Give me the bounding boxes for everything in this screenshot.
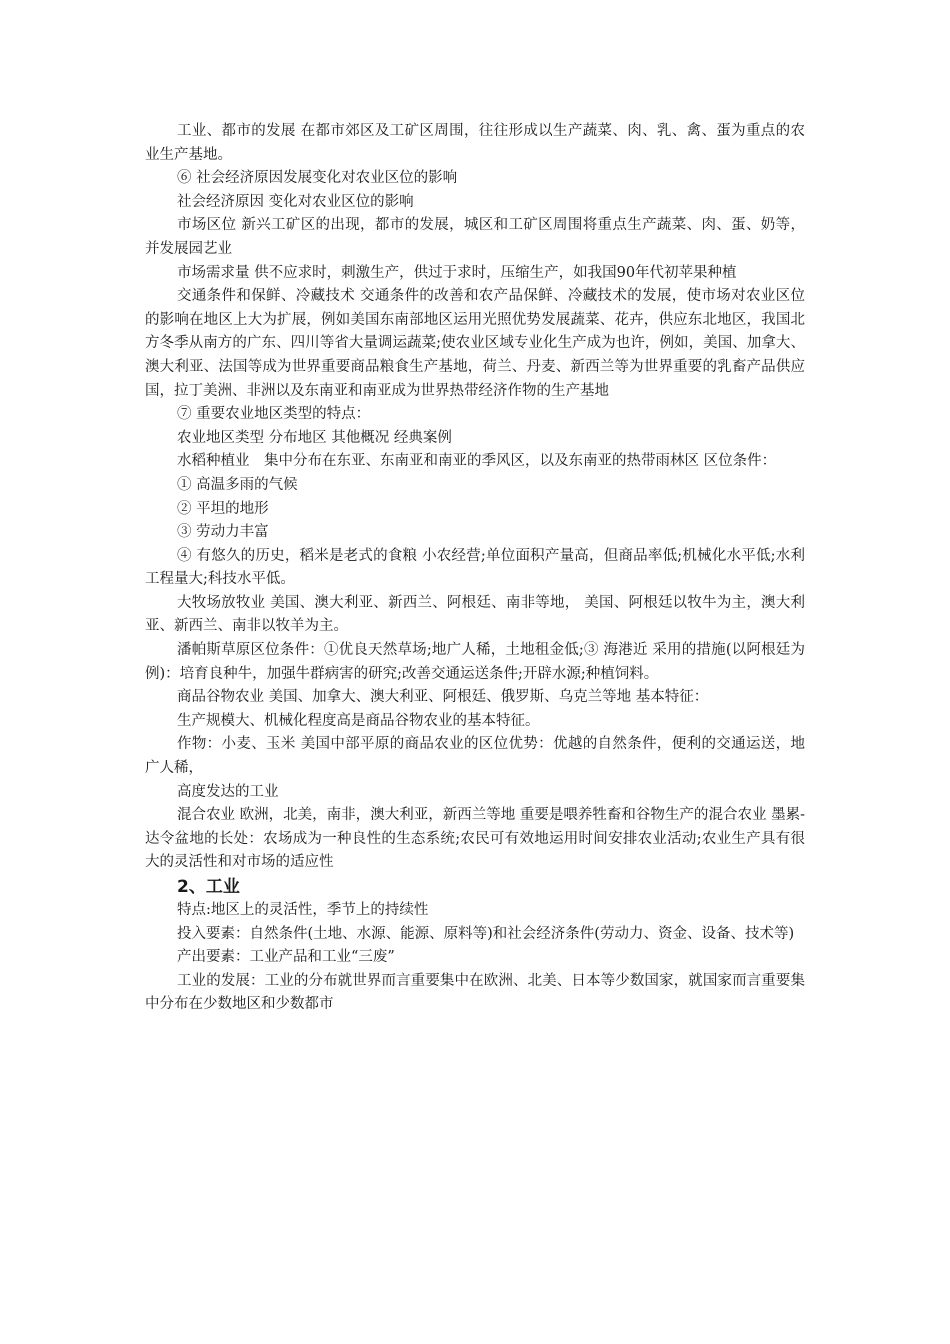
paragraph-commercial-grain: 商品谷物农业 美国、加拿大、澳大利亚、阿根廷、俄罗斯、乌克兰等地 基本特征： bbox=[177, 689, 709, 706]
paragraph-ranching: 大牧场放牧业 美国、澳大利亚、新西兰、阿根廷、南非等地， 美国、阿根廷以牧牛为主，澳大利亚、新西兰、南非以牧羊为主。 bbox=[145, 594, 805, 635]
paragraph-industry-features: 特点:地区上的灵活性，季节上的持续性 bbox=[177, 902, 429, 918]
paragraph-developed-industry: 高度发达的工业 bbox=[177, 783, 279, 800]
paragraph-agri-region-types-title: ⑦ 重要农业地区类型的特点： bbox=[177, 406, 371, 423]
list-item-climate: ① 高温多雨的气候 bbox=[177, 476, 298, 493]
paragraph-rice-farming: 水稻种植业 集中分布在东亚、东南亚和南亚的季风区，以及东南亚的热带雨林区 区位条件： bbox=[177, 453, 777, 470]
document-page bbox=[145, 120, 805, 1017]
section-heading-industry: 2、工业 bbox=[177, 877, 240, 897]
list-item-terrain: ② 平坦的地形 bbox=[177, 500, 269, 517]
paragraph-pampas: 潘帕斯草原区位条件：①优良天然草场;地广人稀，土地租金低;③ 海港近 采用的措施(以阿根廷为例)：培育良种牛，加强牛群病害的研究;改善交通运送条件;开辟水源;种植饲料。 bbox=[145, 642, 805, 682]
paragraph-market-demand: 市场需求量 供不应求时，刺激生产，供过于求时，压缩生产，如我国90年代初苹果种植 bbox=[177, 264, 737, 281]
paragraph-mixed-farming: 混合农业 欧洲，北美，南非，澳大利亚，新西兰等地 重要是喂养牲畜和谷物生产的混合农业 墨累-达令盆地的长处：农场成为一种良性的生态系统;农民可有效地运用时间安排农业活动;农业生产具有很大的灵活性和对市场的适应性 bbox=[145, 807, 805, 871]
paragraph-crops: 作物：小麦、玉米 美国中部平原的商品农业的区位优势：优越的自然条件，便利的交通运送，地广人稀， bbox=[145, 736, 805, 777]
paragraph-agri-region-columns: 农业地区类型 分布地区 其他概况 经典案例 bbox=[177, 429, 452, 446]
paragraph-industry-development: 工业的发展：工业的分布就世界而言重要集中在欧洲、北美、日本等少数国家，就国家而言重要集中分布在少数地区和少数都市 bbox=[145, 972, 805, 1013]
paragraph-input-factors: 投入要素：自然条件(土地、水源、能源、原料等)和社会经济条件(劳动力、资金、设备、技术等) bbox=[177, 925, 795, 942]
paragraph-grain-features: 生产规模大、机械化程度高是商品谷物农业的基本特征。 bbox=[177, 712, 540, 729]
paragraph-market-location: 市场区位 新兴工矿区的出现，都市的发展，城区和工矿区周围将重点生产蔬菜、肉、蛋、奶等，并发展园艺业 bbox=[145, 217, 805, 257]
list-item-history: ④ 有悠久的历史，稻米是老式的食粮 小农经营;单位面积产量高，但商品率低;机械化水平低;水利工程量大;科技水平低。 bbox=[145, 547, 805, 588]
paragraph-transport-cold-storage: 交通条件和保鲜、冷藏技术 交通条件的改善和农产品保鲜、冷藏技术的发展，使市场对农业区位的影响在地区上大为扩展，例如美国东南部地区运用光照优势发展蔬菜、花卉，供应东北地区，我国北方冬季从南方的广东、四川等省大量调运蔬菜;使农业区域专业化生产成为也许，例如，美国、加拿大、澳大利亚、法国等成为世界重要商品粮食生产基地，荷兰、丹麦、新西兰等为世界重要的乳畜产品供应国，拉丁美洲、非洲以及东南亚和南亚成为世界热带经济作物的生产基地 bbox=[145, 288, 805, 399]
list-item-labor: ③ 劳动力丰富 bbox=[177, 524, 269, 541]
paragraph-output-factors: 产出要素：工业产品和工业“三废” bbox=[177, 949, 395, 966]
paragraph-socioeconomic-title: ⑥ 社会经济原因发展变化对农业区位的影响 bbox=[177, 170, 458, 187]
paragraph-urban-industry: 工业、都市的发展 在都市郊区及工矿区周围，往往形成以生产蔬菜、肉、乳、禽、蛋为重点的农业生产基地。 bbox=[145, 123, 805, 163]
paragraph-socioeconomic-subtitle: 社会经济原因 变化对农业区位的影响 bbox=[177, 193, 414, 210]
